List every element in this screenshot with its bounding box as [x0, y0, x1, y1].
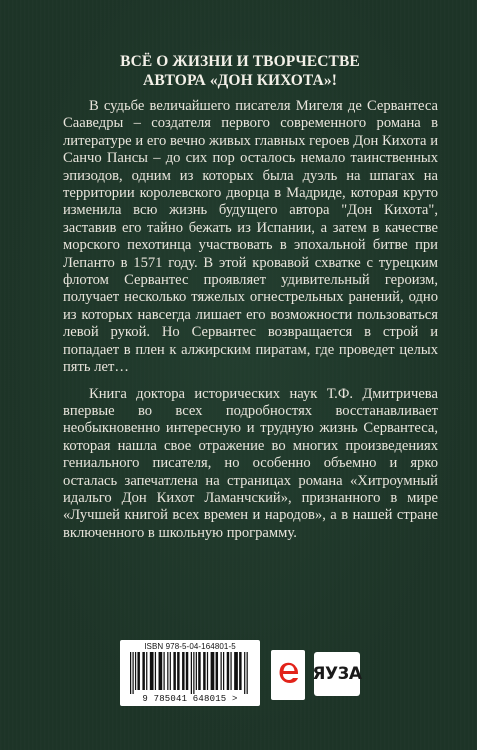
barcode-bar — [234, 652, 238, 690]
headline-line-2: АВТОРА «ДОН КИХОТА»! — [143, 72, 337, 89]
barcode-bar — [155, 652, 156, 690]
barcode-bar — [146, 652, 147, 690]
annotation-text — [63, 98, 438, 551]
barcode-bar — [230, 652, 231, 690]
barcode-bar — [186, 652, 188, 690]
eksmo-e-icon — [271, 650, 305, 700]
barcode-bar — [159, 652, 163, 690]
barcode-bar — [142, 652, 144, 690]
barcode-bar — [137, 652, 139, 690]
barcode-bar — [177, 652, 179, 690]
barcode-bar — [193, 652, 194, 694]
barcode-bar — [207, 652, 208, 690]
barcode-bar — [150, 652, 154, 690]
barcode-bar — [173, 652, 175, 690]
barcode-bar — [244, 652, 245, 694]
ean-digits: 9 785041 648015 > — [142, 694, 238, 704]
barcode-bar — [196, 652, 197, 690]
barcode-bar — [130, 652, 131, 694]
barcode-bar — [167, 652, 168, 690]
yauza-publisher-logo: ЯУ3А — [314, 652, 360, 696]
isbn-number: ISBN 978-5-04-164801-5 — [144, 642, 236, 651]
barcode-bar — [198, 652, 200, 690]
barcode-bar — [221, 652, 222, 690]
barcode-bar — [227, 652, 229, 690]
barcode-bar — [191, 652, 192, 694]
barcode-bar — [132, 652, 133, 694]
annotation-paragraph-2: Книга доктора исторических наук Т.Ф. Дмитричева впервые во всех подробностях восстанавливает необыкновенно интересную и трудную жизнь Сервантеса, которая нашла свое отражение во многих произведениях гениального писателя, но особенно объемно и ярко осталась запечатлена на страницах романа «Хитроумный идальго Дон Кихот Ламанчский», признанного в мире «Лучшей книгой всех времен и народов», а в нашей стране включенного в школьную программу. — [63, 385, 438, 541]
barcode-bar — [135, 652, 136, 690]
barcode-bar — [223, 652, 224, 690]
barcode-bar — [182, 652, 184, 690]
cover-headline — [40, 52, 440, 90]
isbn-barcode — [120, 640, 260, 706]
barcode-bar — [203, 652, 205, 690]
headline-line-1: ВСЁ О ЖИЗНИ И ТВОРЧЕСТВЕ — [120, 53, 360, 70]
barcode-bar — [170, 652, 171, 690]
annotation-paragraph-1: В судьбе величайшего писателя Мигеля де Сервантеса Сааведры – создателя первого современного романа в литературе и его вечно живых главных героев Дон Кихота и Санчо Пансы – до сих пор осталось немало таинственных эпизодов, одним из которых была дуэль на шпагах на территории королевского дворца в Мадриде, которая круто изменила всю жизнь будущего автора "Дон Кихота", заставив его тайно бежать из Испании, а затем в качестве морского пехотинца участвовать в эпохальной битве при Лепанто в 1571 году. В этой кровавой схватке с турецким флотом Сервантес проявляет удивительный героизм, получает несколько тяжелых огнестрельных ранений, одно из которых навсегда лишает его возможности пользоваться левой рукой. Но Сервантес возвращается в строй и попадает в плен к алжирским пиратам, где проведет целых пять лет… — [63, 98, 438, 376]
barcode-bar — [163, 652, 164, 690]
barcode-bar — [247, 652, 248, 694]
barcode-bar — [239, 652, 241, 690]
barcode-bars — [130, 652, 254, 694]
barcode-bar — [211, 652, 215, 690]
barcode-bar — [216, 652, 218, 690]
